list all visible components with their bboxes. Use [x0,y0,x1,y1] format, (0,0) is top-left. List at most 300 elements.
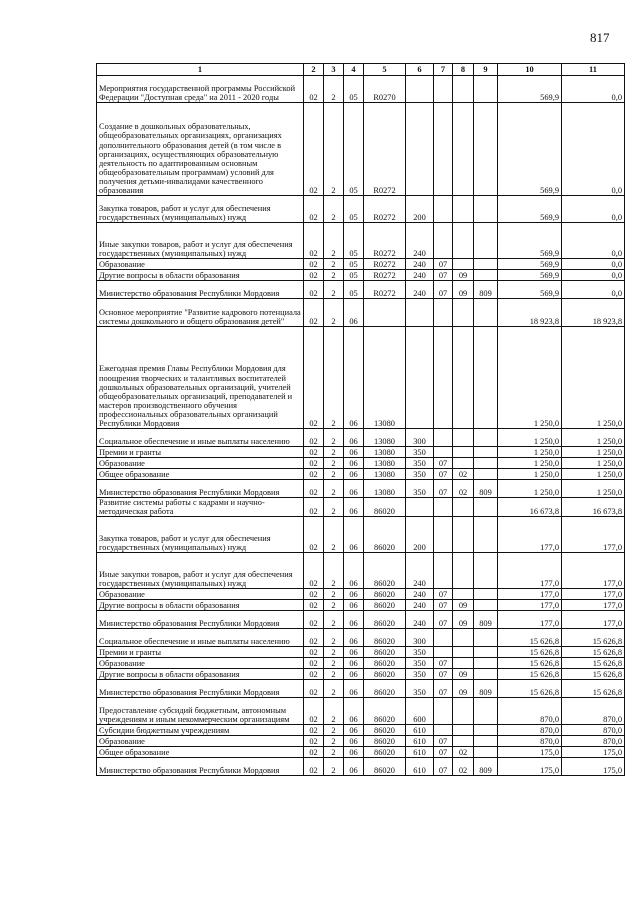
table-cell: 809 [474,611,498,629]
table-cell: 07 [434,458,453,469]
table-cell: 1 250,0 [498,469,562,480]
table-cell: 1 250,0 [498,327,562,429]
table-cell: 177,0 [562,611,625,629]
table-cell: 86020 [364,758,406,776]
table-cell [434,498,453,517]
table-cell: 02 [304,270,324,281]
table-cell: 86020 [364,600,406,611]
table-cell: 06 [344,647,364,658]
table-cell: 06 [344,553,364,589]
table-cell: 06 [344,469,364,480]
table-cell: 240 [406,281,434,299]
table-cell: 2 [324,259,344,270]
table-body [97,64,625,776]
header-row [97,64,625,76]
row-name-cell: Общее образование [97,469,304,480]
table-cell: 15 626,8 [498,680,562,698]
table-cell [474,658,498,669]
table-cell: 350 [406,669,434,680]
row-name-cell: Социальное обеспечение и иные выплаты населению [97,629,304,647]
table-row [97,736,625,747]
row-name-cell: Другие вопросы в области образования [97,600,304,611]
table-cell [474,299,498,327]
table-row [97,758,625,776]
table-cell: 13080 [364,327,406,429]
row-name-cell: Закупка товаров, работ и услуг для обеспечения государственных (муниципальных) нужд [97,517,304,553]
table-row [97,629,625,647]
table-cell: 09 [453,680,474,698]
table-row [97,299,625,327]
table-cell [434,647,453,658]
table-cell: 15 626,8 [562,647,625,658]
table-cell: 07 [434,736,453,747]
table-cell: 06 [344,747,364,758]
table-cell [453,103,474,196]
table-cell: 2 [324,725,344,736]
table-cell: 15 626,8 [562,658,625,669]
table-cell: 13080 [364,469,406,480]
table-cell [406,103,434,196]
table-cell: 02 [304,458,324,469]
table-cell: 02 [453,480,474,498]
page-number: 817 [590,30,610,45]
table-row [97,611,625,629]
table-cell: 07 [434,469,453,480]
table-cell [406,76,434,103]
table-cell: 2 [324,647,344,658]
table-cell [453,553,474,589]
table-row [97,698,625,725]
table-cell: 809 [474,281,498,299]
table-cell [453,725,474,736]
table-row [97,553,625,589]
table-cell: 02 [304,223,324,259]
table-cell: 177,0 [498,611,562,629]
table-cell: 2 [324,629,344,647]
header-cell: 4 [344,64,364,76]
table-cell: 2 [324,458,344,469]
table-cell: 02 [304,498,324,517]
table-cell [474,223,498,259]
table-cell: 02 [304,553,324,589]
table-cell: 177,0 [498,517,562,553]
table-cell [474,76,498,103]
table-cell: 05 [344,76,364,103]
table-cell [474,629,498,647]
table-cell [434,103,453,196]
table-cell: 350 [406,447,434,458]
table-cell: 86020 [364,725,406,736]
table-cell [406,498,434,517]
table-cell: 06 [344,458,364,469]
table-cell [434,223,453,259]
table-cell: 200 [406,517,434,553]
table-cell: 02 [304,103,324,196]
table-cell: 02 [304,600,324,611]
table-cell: 06 [344,517,364,553]
table-cell: 15 626,8 [498,647,562,658]
table-row [97,196,625,223]
table-cell: 1 250,0 [498,429,562,447]
table-cell: 05 [344,223,364,259]
table-cell: 09 [453,270,474,281]
table-cell [474,469,498,480]
table-cell: 2 [324,589,344,600]
table-cell: 86020 [364,611,406,629]
row-name-cell: Премии и гранты [97,647,304,658]
table-cell: R0270 [364,76,406,103]
table-row [97,259,625,270]
table-cell [453,76,474,103]
row-name-cell: Общее образование [97,747,304,758]
header-cell: 9 [474,64,498,76]
table-cell: 86020 [364,589,406,600]
table-cell: 02 [304,680,324,698]
table-cell: 02 [304,517,324,553]
table-row [97,480,625,498]
table-cell [474,458,498,469]
table-cell [434,629,453,647]
row-name-cell: Мероприятия государственной программы Российской Федерации "Доступная среда" на 2011 - 2020 годы [97,76,304,103]
table-cell: 02 [304,658,324,669]
table-cell: 13080 [364,447,406,458]
table-cell: 177,0 [562,553,625,589]
table-cell: R0272 [364,259,406,270]
table-cell: 2 [324,553,344,589]
table-row [97,270,625,281]
row-name-cell: Закупка товаров, работ и услуг для обеспечения государственных (муниципальных) нужд [97,196,304,223]
table-cell: 2 [324,76,344,103]
table-cell [474,498,498,517]
table-cell: 02 [304,736,324,747]
table-cell [434,299,453,327]
table-cell: 2 [324,299,344,327]
table-cell: 86020 [364,658,406,669]
table-cell: 06 [344,498,364,517]
row-name-cell: Другие вопросы в области образования [97,270,304,281]
table-cell: 2 [324,680,344,698]
row-name-cell: Ежегодная премия Главы Республики Мордовия для поощрения творческих и талантливых воспитателей дошкольных образовательных организаций, учителей общеобразовательных организаций, преподавателей и мастеров производственного обучения профессиональных образовательных организаций Республики Мордовия [97,327,304,429]
table-cell: 02 [304,327,324,429]
table-cell: 18 923,8 [562,299,625,327]
table-cell [453,223,474,259]
table-cell: 177,0 [498,600,562,611]
table-cell: 02 [453,747,474,758]
table-cell [434,517,453,553]
table-cell: 07 [434,270,453,281]
row-name-cell: Министерство образования Республики Мордовия [97,480,304,498]
table-cell: 15 626,8 [562,680,625,698]
table-row [97,469,625,480]
table-cell: 0,0 [562,196,625,223]
row-name-cell: Развитие системы работы с кадрами и научно-методическая работа [97,498,304,517]
header-cell: 7 [434,64,453,76]
table-cell: 86020 [364,647,406,658]
table-cell [453,517,474,553]
table-cell [453,259,474,270]
table-cell: 16 673,8 [498,498,562,517]
table-cell: 07 [434,259,453,270]
table-cell: 177,0 [562,589,625,600]
table-cell: 2 [324,517,344,553]
table-cell: 610 [406,758,434,776]
row-name-cell: Создание в дошкольных образовательных, общеобразовательных организациях, организациях дополнительного образования детей (в том числе в организациях, осуществляющих образовательную деятельность по адаптированным основным общеобразовательным программам) условий для получения детьми-инвалидами качественного образования [97,103,304,196]
table-cell: 240 [406,270,434,281]
table-cell: 240 [406,259,434,270]
table-cell [474,600,498,611]
table-cell: 05 [344,103,364,196]
table-cell [453,327,474,429]
table-cell: 350 [406,458,434,469]
table-cell [453,498,474,517]
table-cell: 06 [344,680,364,698]
row-name-cell: Образование [97,458,304,469]
table-cell: 15 626,8 [498,658,562,669]
table-cell: 569,9 [498,259,562,270]
table-cell: 240 [406,553,434,589]
table-cell: R0272 [364,281,406,299]
table-cell: 2 [324,658,344,669]
table-cell [364,299,406,327]
table-cell: R0272 [364,196,406,223]
table-cell: 2 [324,736,344,747]
row-name-cell: Министерство образования Республики Мордовия [97,611,304,629]
table-cell [453,447,474,458]
row-name-cell: Образование [97,658,304,669]
table-cell: 2 [324,669,344,680]
row-name-cell: Министерство образования Республики Мордовия [97,281,304,299]
table-cell: 86020 [364,669,406,680]
table-cell: R0272 [364,270,406,281]
table-cell: 569,9 [498,196,562,223]
table-cell: 0,0 [562,281,625,299]
table-cell: 1 250,0 [562,469,625,480]
table-cell [474,517,498,553]
table-cell: 2 [324,223,344,259]
table-cell [434,327,453,429]
header-cell: 6 [406,64,434,76]
table-cell [474,447,498,458]
table-cell: 350 [406,680,434,698]
table-row [97,103,625,196]
table-cell [474,553,498,589]
table-cell: 2 [324,281,344,299]
table-row [97,498,625,517]
table-cell: 610 [406,725,434,736]
table-cell [453,698,474,725]
table-cell: 1 250,0 [562,480,625,498]
row-name-cell: Образование [97,589,304,600]
table-cell: 870,0 [498,736,562,747]
table-cell [453,736,474,747]
table-cell: 02 [304,259,324,270]
table-cell: 200 [406,196,434,223]
table-cell: 0,0 [562,223,625,259]
table-cell: 2 [324,611,344,629]
table-cell: 175,0 [498,758,562,776]
table-row [97,600,625,611]
table-cell: 350 [406,658,434,669]
table-row [97,589,625,600]
table-cell: 1 250,0 [562,327,625,429]
table-cell: 1 250,0 [562,458,625,469]
table-cell [474,725,498,736]
table-row [97,517,625,553]
table-cell: 2 [324,747,344,758]
table-cell: 13080 [364,458,406,469]
table-cell: 2 [324,480,344,498]
table-cell: 350 [406,469,434,480]
table-cell: 809 [474,680,498,698]
header-cell: 1 [97,64,304,76]
table-cell: 809 [474,758,498,776]
table-cell: 86020 [364,736,406,747]
row-name-cell: Субсидии бюджетным учреждениям [97,725,304,736]
header-cell: 11 [562,64,625,76]
table-cell: 809 [474,480,498,498]
table-cell [434,196,453,223]
table-cell: 09 [453,611,474,629]
table-cell: 15 626,8 [562,629,625,647]
table-cell: 18 923,8 [498,299,562,327]
table-cell [453,299,474,327]
table-cell: 2 [324,469,344,480]
table-cell: 86020 [364,517,406,553]
table-cell [406,327,434,429]
table-cell: 13080 [364,429,406,447]
table-cell: 06 [344,698,364,725]
table-cell [434,429,453,447]
table-cell: 06 [344,629,364,647]
table-cell: 07 [434,600,453,611]
table-cell: 07 [434,589,453,600]
table-cell: 1 250,0 [498,447,562,458]
table-cell: 569,9 [498,76,562,103]
table-cell: 06 [344,589,364,600]
table-cell: 06 [344,327,364,429]
table-cell [474,589,498,600]
table-cell: 1 250,0 [562,447,625,458]
table-cell: 09 [453,669,474,680]
table-cell [434,698,453,725]
table-cell: 86020 [364,629,406,647]
row-name-cell: Иные закупки товаров, работ и услуг для обеспечения государственных (муниципальных) нужд [97,553,304,589]
table-cell: 610 [406,736,434,747]
table-cell [474,259,498,270]
row-name-cell: Министерство образования Республики Мордовия [97,758,304,776]
table-cell: 86020 [364,553,406,589]
table-cell: 06 [344,600,364,611]
table-cell: 2 [324,327,344,429]
table-cell: 06 [344,669,364,680]
table-cell: 06 [344,299,364,327]
table-row [97,327,625,429]
table-cell: 02 [304,647,324,658]
table-cell: 02 [304,447,324,458]
table-cell [453,629,474,647]
table-cell: 175,0 [562,758,625,776]
table-row [97,447,625,458]
table-cell: 15 626,8 [562,669,625,680]
table-cell: 06 [344,429,364,447]
table-cell: 02 [304,299,324,327]
table-cell: 06 [344,480,364,498]
table-cell [474,647,498,658]
table-cell: 02 [304,469,324,480]
table-cell: 06 [344,758,364,776]
table-cell: 870,0 [562,698,625,725]
table-cell: 05 [344,259,364,270]
table-cell: 02 [304,629,324,647]
table-row [97,647,625,658]
table-cell: 15 626,8 [498,629,562,647]
table-cell: 175,0 [498,747,562,758]
table-cell [453,429,474,447]
table-cell: 02 [304,669,324,680]
table-cell: 177,0 [562,600,625,611]
table-cell: 07 [434,611,453,629]
table-cell: 1 250,0 [562,429,625,447]
table-cell: 02 [304,480,324,498]
table-cell: R0272 [364,223,406,259]
table-cell: 07 [434,480,453,498]
budget-table [96,63,625,776]
header-cell: 8 [453,64,474,76]
table-cell: 86020 [364,498,406,517]
table-cell: 2 [324,447,344,458]
table-cell: 13080 [364,480,406,498]
table-cell [474,196,498,223]
table-cell: 2 [324,196,344,223]
table-cell: 02 [304,698,324,725]
table-cell: 569,9 [498,281,562,299]
table-cell [474,747,498,758]
table-cell: 07 [434,758,453,776]
table-cell: 177,0 [498,553,562,589]
table-cell: 610 [406,747,434,758]
table-cell [434,553,453,589]
table-cell: 300 [406,429,434,447]
table-cell [434,725,453,736]
table-cell: 02 [304,281,324,299]
table-cell: 240 [406,600,434,611]
row-name-cell: Предоставление субсидий бюджетным, автономным учреждениям и иным некоммерческим организациям [97,698,304,725]
table-cell: 569,9 [498,270,562,281]
table-cell [406,299,434,327]
table-cell: 05 [344,270,364,281]
table-cell: 2 [324,270,344,281]
table-cell: 06 [344,725,364,736]
row-name-cell: Другие вопросы в области образования [97,669,304,680]
table-cell [474,698,498,725]
table-cell: 177,0 [498,589,562,600]
table-cell: 569,9 [498,223,562,259]
table-cell: 240 [406,223,434,259]
row-name-cell: Социальное обеспечение и иные выплаты населению [97,429,304,447]
table-cell: 240 [406,589,434,600]
table-cell [474,669,498,680]
table-cell [453,658,474,669]
table-cell: 350 [406,480,434,498]
table-cell [453,589,474,600]
table-row [97,76,625,103]
table-cell [453,196,474,223]
table-cell: 0,0 [562,76,625,103]
table-cell: 07 [434,747,453,758]
table-cell: 600 [406,698,434,725]
table-cell: 175,0 [562,747,625,758]
table-cell: 15 626,8 [498,669,562,680]
